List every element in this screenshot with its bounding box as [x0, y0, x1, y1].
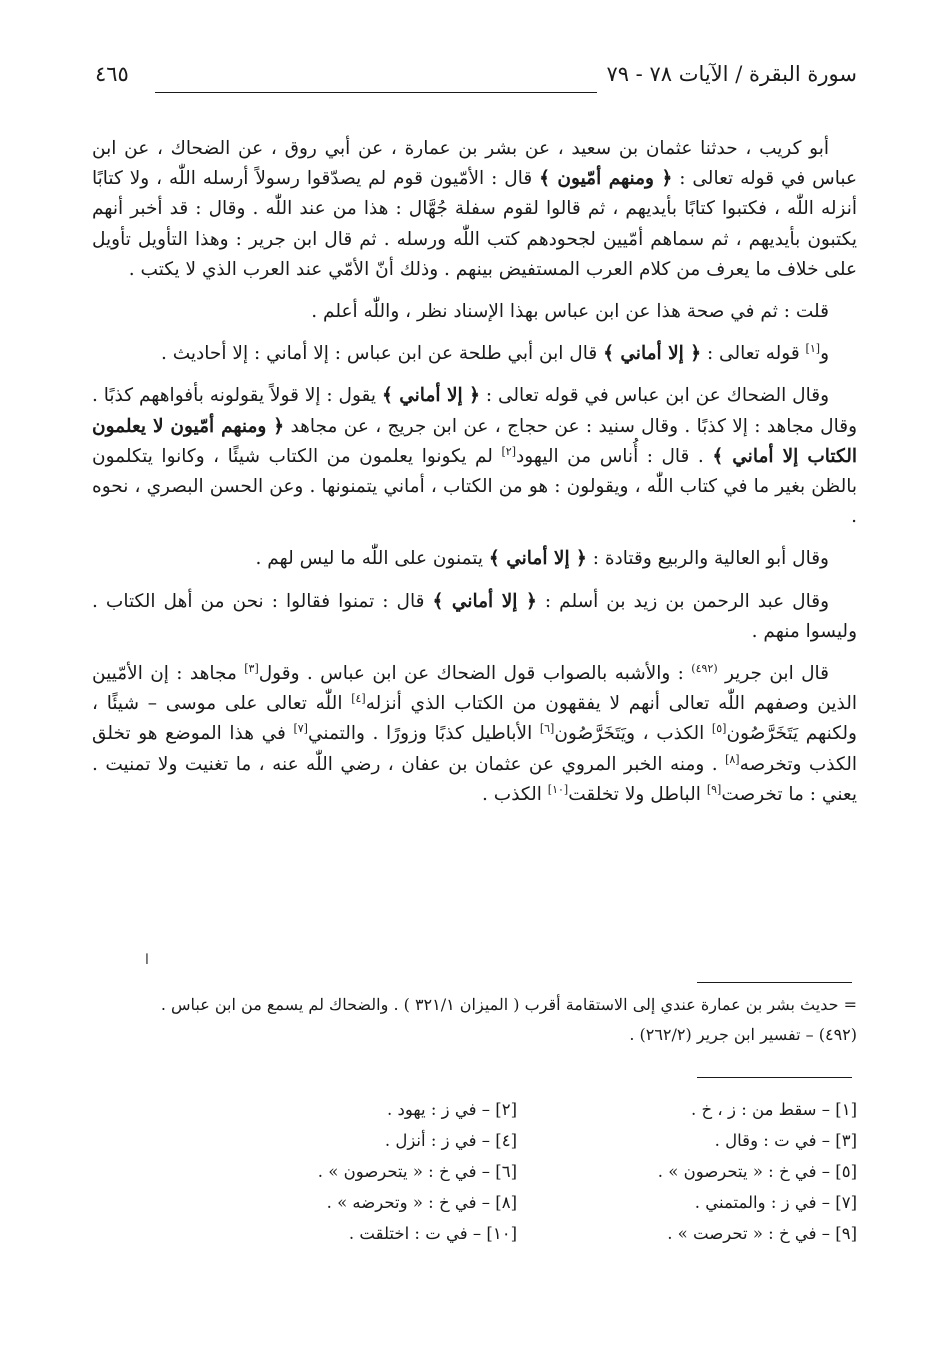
- text-run: قال ابن جرير: [717, 663, 829, 685]
- quranic-quote: ﴿ إلا أماني ﴾: [381, 385, 480, 407]
- variant-reading: [١٠] – في ت : اختلقت .: [348, 1224, 517, 1243]
- variant-reading: [٩] – في خ : « تحرصت » .: [667, 1224, 857, 1243]
- paragraph: [92, 134, 857, 285]
- text-run: اللّٰه تعالى على موسى – شيئًا ، ولكنهم يَتَخَرَّصُون: [92, 693, 857, 745]
- text-run: يتمنون على اللّٰه ما ليس لهم .: [255, 548, 489, 570]
- quranic-quote: ﴿ إلا أماني ﴾: [603, 343, 702, 365]
- running-head: [95, 62, 857, 98]
- text-run: الكذب .: [482, 783, 548, 805]
- text-run: الباطل ولا تخلقت: [568, 783, 707, 805]
- text-run: وقال أبو العالية والربيع وقتادة :: [586, 548, 829, 570]
- paragraph: [92, 587, 857, 647]
- variant-readings: [217, 1094, 857, 1249]
- header-rule: [155, 92, 597, 93]
- text-run: قوله تعالى :: [701, 343, 806, 365]
- text-run: : والأشبه بالصواب قول الضحاك عن ابن عباس . وقول: [258, 663, 692, 685]
- text-run: أبو كريب ، حدثنا عثمان بن سعيد ، عن بشر بن عمارة ، عن أبي روق ، عن الضحاك ، عن ابن عباس في قوله تعالى :: [92, 138, 857, 190]
- variants-rule: [697, 1077, 852, 1078]
- editor-notes: [98, 990, 857, 1050]
- text-run: . قال : أُناس من اليهود: [515, 445, 713, 467]
- editor-note: = حديث بشر بن عمارة عندي إلى الاستقامة أقرب ( الميزان ٣٢١/١ ) . والضحاك لم يسمع من ابن عباس .: [160, 995, 857, 1014]
- text-run: وقال الضحاك عن ابن عباس في قوله تعالى :: [479, 385, 830, 407]
- paragraph: [92, 381, 857, 532]
- paragraph: [92, 659, 857, 810]
- text-run: في هذا الموضع هو تخلق الكذب وتخرصه: [92, 723, 857, 775]
- quranic-quote: ﴿ ومنهم أمّيون لا يعلمون الكتاب إلا أماني ﴾: [92, 415, 857, 467]
- footnote-marker: [٣]: [244, 661, 259, 675]
- footnote-marker: [٦]: [539, 722, 555, 736]
- footnote-marker: [٤]: [351, 692, 366, 706]
- text-run: قلت : ثم في صحة هذا عن ابن عباس بهذا الإسناد نظر ، واللّٰه أعلم .: [311, 301, 829, 323]
- text-run: وقال عبد الرحمن بن زيد بن أسلم :: [536, 590, 830, 612]
- variant-reading: [٥] – في خ : « يتحرصون » .: [657, 1162, 857, 1181]
- variant-reading: [٢] – في ز : يهود .: [387, 1100, 517, 1119]
- page-number: ٤٦٥: [95, 62, 129, 86]
- paragraph: [92, 544, 857, 574]
- text-run: الأباطيل كذبًا وزورًا . والتمني: [307, 723, 540, 745]
- paragraph: [92, 339, 857, 369]
- text-run: مجاهد : إن الأمّيين الذين وصفهم اللّٰه تعالى أنهم لا يفقهون من الكتاب الذي أنزله: [92, 663, 857, 715]
- variant-reading: [٣] – في ت : وقال .: [714, 1131, 857, 1150]
- variant-reading: [١] – سقط من : ز ، خ .: [691, 1100, 857, 1119]
- footnote-marker: [١]: [805, 342, 821, 356]
- text-run: قال : تمنوا فقالوا : نحن من أهل الكتاب . وليسوا منهم .: [92, 590, 857, 642]
- text-run: الكذب ، ويَتَخَرَّصُون: [554, 723, 712, 745]
- footnote-marker: [٢]: [501, 444, 516, 458]
- variant-reading: [٦] – في خ : « يتحرصون » .: [317, 1162, 517, 1181]
- text-run: و: [820, 343, 829, 365]
- footnote-marker: [٩]: [706, 782, 722, 796]
- editor-note: (٤٩٢) – تفسير ابن جرير (٢٦٢/٢) .: [629, 1025, 857, 1044]
- text-run: قال : الأمّيون قوم لم يصدّقوا رسولاً أرسله اللّٰه ، ولا كتابًا أنزله اللّٰه ، فكتبوا كتابًا بأيديهم ، ثم قالوا لقوم سفلة جُهَّال : هذا من عند اللّٰه . وقال : قد أخبر أنهم يكتبون بأيديهم ، ثم سماهم أمّيين لجحودهم كتب اللّٰه ورسله . ثم قال ابن جرير : وهذا التأويل تأويل على خلاف ما يعرف من كلام العرب المستفيض بينهم . وذلك أنّ الأمّي عند العرب الذي لا يكتب .: [92, 168, 857, 280]
- variant-reading: [٨] – في خ : « وتحرضه » .: [326, 1193, 517, 1212]
- variant-reading: [٤] – في ز : أنزل .: [384, 1131, 517, 1150]
- footnote-marker: [٧]: [293, 722, 308, 736]
- footnote-marker: [٨]: [725, 752, 740, 766]
- text-run: لم يكونوا يعلمون من الكتاب شيئًا ، وكانوا يتكلمون بالظن بغير ما في كتاب اللّٰه ، ويقولون : هو من الكتاب ، أماني يتمنونها . وعن الحسن البصري ، نحوه .: [92, 445, 857, 528]
- text-run: يقول : إلا قولاً يقولونه بأفواههم كذبًا . وقال مجاهد : إلا كذبًا . وقال سنيد : عن حجاج ، عن ابن جريج ، عن مجاهد: [92, 385, 857, 437]
- text-run: . ومنه الخبر المروي عن عثمان بن عفان ، رضي اللّٰه عنه ، ما تغنيت ولا تمنيت . يعني : ما تخرصت: [92, 753, 857, 805]
- footnote-marker: [١٠]: [547, 782, 569, 796]
- text-run: قال ابن أبي طلحة عن ابن عباس : إلا أماني : إلا أحاديث .: [160, 343, 604, 365]
- variant-reading: [٧] – في ز : والمتمني .: [694, 1193, 857, 1212]
- paragraph: [92, 297, 857, 327]
- quranic-quote: ﴿ إلا أماني ﴾: [488, 548, 587, 570]
- margin-mark: ا: [145, 952, 149, 968]
- footnote-marker: [٥]: [711, 722, 727, 736]
- quranic-quote: ﴿ ومنهم أمّيون ﴾: [539, 168, 673, 190]
- notes-rule: [697, 982, 852, 983]
- quranic-quote: ﴿ إلا أماني ﴾: [432, 590, 537, 612]
- main-text: [92, 134, 857, 822]
- footnote-marker: (٤٩٢): [691, 661, 718, 675]
- running-title: سورة البقرة / الآيات ٧٨ - ٧٩: [606, 62, 857, 86]
